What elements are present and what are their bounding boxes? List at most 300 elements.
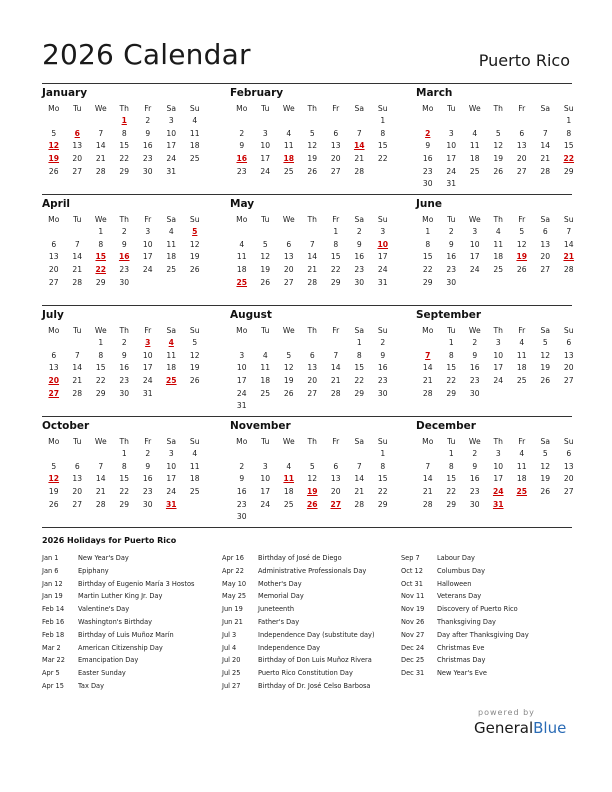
holiday-day-cell: 12 xyxy=(48,474,60,484)
day-cell: 3 xyxy=(262,128,268,138)
day-cell: 10 xyxy=(166,128,177,138)
day-cell: 6 xyxy=(51,239,57,249)
day-cell: 12 xyxy=(493,141,504,151)
holiday-day-cell: 11 xyxy=(283,474,295,484)
day-cell: 20 xyxy=(330,154,341,164)
month-name: November xyxy=(230,420,291,432)
day-cell: 28 xyxy=(354,499,365,509)
day-cell: 29 xyxy=(119,499,130,509)
day-cell: 20 xyxy=(72,154,83,164)
month-name: July xyxy=(42,309,64,321)
day-cell: 25 xyxy=(189,154,200,164)
holiday-day-cell: 19 xyxy=(48,154,60,164)
day-cell: 1 xyxy=(356,338,362,347)
month-september xyxy=(416,306,574,400)
empty-cell xyxy=(301,337,325,350)
weekday-header: Mo xyxy=(422,326,434,335)
day-cell: 24 xyxy=(377,265,388,275)
day-cell: 21 xyxy=(354,487,365,497)
day-cell: 6 xyxy=(566,338,572,347)
day-cell: 3 xyxy=(472,227,478,236)
weekday-header: Mo xyxy=(422,104,434,113)
day-cell: 24 xyxy=(469,265,480,275)
holiday-item xyxy=(222,629,375,642)
weekday-header: We xyxy=(468,215,481,224)
day-cell: 13 xyxy=(330,474,341,484)
day-cell: 7 xyxy=(356,128,362,138)
month-december xyxy=(416,417,574,511)
day-cell: 28 xyxy=(422,388,433,398)
empty-cell xyxy=(230,337,254,350)
day-cell: 21 xyxy=(330,376,341,386)
day-cell: 8 xyxy=(448,350,454,360)
day-cell: 30 xyxy=(377,388,388,398)
day-cell: 9 xyxy=(145,128,151,138)
day-cell: 30 xyxy=(142,166,153,176)
weekday-header: Th xyxy=(307,215,317,224)
month-name: December xyxy=(416,420,476,432)
holiday-day-cell: 22 xyxy=(563,154,575,164)
day-cell: 18 xyxy=(189,474,200,484)
day-cell: 1 xyxy=(380,449,386,458)
day-cell: 20 xyxy=(516,154,527,164)
month-august xyxy=(230,306,388,413)
day-cell: 27 xyxy=(563,487,574,497)
day-cell: 22 xyxy=(446,376,457,386)
day-cell: 15 xyxy=(446,363,457,373)
holiday-item xyxy=(222,603,375,616)
day-cell: 23 xyxy=(446,265,457,275)
day-cell: 15 xyxy=(377,141,388,151)
day-cell: 11 xyxy=(189,128,200,138)
weekday-header: Fr xyxy=(144,326,152,335)
holiday-day-cell: 16 xyxy=(236,154,248,164)
month-row xyxy=(42,416,572,528)
weekday-header: Tu xyxy=(447,215,456,224)
day-cell: 11 xyxy=(516,461,527,471)
day-cell: 17 xyxy=(493,474,504,484)
holiday-item xyxy=(222,565,375,578)
day-cell: 23 xyxy=(142,487,153,497)
weekday-header: Sa xyxy=(354,437,364,446)
holiday-name: Father's Day xyxy=(258,617,300,626)
day-cell: 6 xyxy=(566,449,572,458)
holiday-name: Tax Day xyxy=(78,681,104,690)
day-cell: 9 xyxy=(121,239,127,249)
day-cell: 19 xyxy=(189,363,200,373)
day-cell: 16 xyxy=(469,474,480,484)
day-cell: 18 xyxy=(493,252,504,262)
empty-cell xyxy=(277,226,301,239)
holidays-title: 2026 Holidays for Puerto Rico xyxy=(42,536,177,545)
day-cell: 9 xyxy=(425,141,431,151)
day-cell: 22 xyxy=(354,376,365,386)
day-cell: 21 xyxy=(540,154,551,164)
weekday-header: Th xyxy=(119,326,129,335)
day-cell: 21 xyxy=(422,376,433,386)
holiday-date: Mar 22 xyxy=(42,656,65,665)
day-cell: 16 xyxy=(354,252,365,262)
holiday-item xyxy=(222,578,375,591)
weekday-header: Su xyxy=(189,326,200,335)
day-cell: 11 xyxy=(260,363,271,373)
day-cell: 6 xyxy=(333,128,339,138)
holiday-item xyxy=(42,680,194,693)
day-cell: 27 xyxy=(563,376,574,386)
day-cell: 20 xyxy=(48,265,59,275)
day-cell: 2 xyxy=(121,227,127,236)
day-cell: 4 xyxy=(168,227,174,236)
holiday-day-cell: 19 xyxy=(306,487,318,497)
day-cell: 10 xyxy=(142,350,153,360)
day-cell: 28 xyxy=(540,166,551,176)
day-cell: 3 xyxy=(168,449,174,458)
day-cell: 20 xyxy=(563,474,574,484)
day-cell: 4 xyxy=(472,128,478,138)
month-days-grid xyxy=(42,102,200,178)
day-cell: 25 xyxy=(283,499,294,509)
day-cell: 13 xyxy=(48,252,59,262)
empty-cell xyxy=(301,448,325,461)
generalblue-logo[interactable] xyxy=(474,719,566,737)
day-cell: 13 xyxy=(72,474,83,484)
weekday-header: Sa xyxy=(540,437,550,446)
day-cell: 5 xyxy=(286,350,292,360)
holiday-column-3 xyxy=(401,552,529,680)
day-cell: 1 xyxy=(425,227,431,236)
day-cell: 8 xyxy=(380,461,386,471)
weekday-header: Mo xyxy=(422,437,434,446)
day-cell: 5 xyxy=(495,128,501,138)
day-cell: 7 xyxy=(98,461,104,471)
day-cell: 17 xyxy=(260,487,271,497)
day-cell: 26 xyxy=(516,265,527,275)
day-cell: 22 xyxy=(377,487,388,497)
day-cell: 7 xyxy=(309,239,315,249)
day-cell: 26 xyxy=(48,166,59,176)
holiday-item xyxy=(222,680,375,693)
day-cell: 8 xyxy=(98,239,104,249)
weekday-header: We xyxy=(468,437,481,446)
holiday-name: Christmas Day xyxy=(437,656,486,665)
day-cell: 13 xyxy=(540,239,551,249)
month-november xyxy=(230,417,388,524)
day-cell: 6 xyxy=(333,461,339,471)
weekday-header: We xyxy=(468,104,481,113)
holiday-date: Jan 6 xyxy=(42,566,59,575)
day-cell: 27 xyxy=(307,388,318,398)
day-cell: 21 xyxy=(72,265,83,275)
empty-cell xyxy=(230,226,254,239)
day-cell: 11 xyxy=(189,461,200,471)
day-cell: 31 xyxy=(446,179,457,189)
weekday-header: Fr xyxy=(518,215,526,224)
holiday-date: Nov 27 xyxy=(401,630,425,639)
day-cell: 14 xyxy=(307,252,318,262)
empty-cell xyxy=(416,448,440,461)
day-cell: 2 xyxy=(448,227,454,236)
day-cell: 4 xyxy=(192,116,198,125)
holiday-name: Thanksgiving Day xyxy=(437,617,496,626)
day-cell: 23 xyxy=(119,376,130,386)
day-cell: 26 xyxy=(189,265,200,275)
holiday-item xyxy=(222,590,375,603)
month-june xyxy=(416,195,575,289)
day-cell: 29 xyxy=(446,388,457,398)
holiday-name: Puerto Rico Constitution Day xyxy=(258,669,353,678)
month-april xyxy=(42,195,200,289)
weekday-header: We xyxy=(282,326,295,335)
month-name: April xyxy=(42,198,71,210)
day-cell: 2 xyxy=(145,116,151,125)
day-cell: 11 xyxy=(236,252,247,262)
day-cell: 2 xyxy=(145,449,151,458)
holiday-item xyxy=(401,654,529,667)
holiday-day-cell: 18 xyxy=(283,154,295,164)
day-cell: 13 xyxy=(563,461,574,471)
day-cell: 23 xyxy=(469,376,480,386)
day-cell: 1 xyxy=(98,338,104,347)
weekday-header: Th xyxy=(493,215,503,224)
month-name: February xyxy=(230,87,284,99)
holiday-name: Labour Day xyxy=(437,554,475,562)
empty-cell xyxy=(301,115,325,128)
month-name: May xyxy=(230,198,255,210)
day-cell: 6 xyxy=(74,461,80,471)
weekday-header: We xyxy=(468,326,481,335)
empty-cell xyxy=(416,115,440,128)
empty-cell xyxy=(89,115,113,128)
weekday-header: Sa xyxy=(166,437,176,446)
holiday-day-cell: 25 xyxy=(236,277,248,287)
holiday-day-cell: 19 xyxy=(516,252,528,262)
day-cell: 28 xyxy=(72,388,83,398)
day-cell: 22 xyxy=(330,265,341,275)
day-cell: 4 xyxy=(239,239,245,249)
day-cell: 26 xyxy=(189,376,200,386)
day-cell: 14 xyxy=(422,363,433,373)
month-row xyxy=(42,83,575,194)
day-cell: 24 xyxy=(142,376,153,386)
day-cell: 13 xyxy=(563,350,574,360)
day-cell: 19 xyxy=(48,487,59,497)
month-name: October xyxy=(42,420,90,432)
day-cell: 29 xyxy=(330,277,341,287)
day-cell: 15 xyxy=(563,141,574,151)
holiday-name: Valentine's Day xyxy=(78,605,130,614)
empty-cell xyxy=(463,115,487,128)
holiday-day-cell: 26 xyxy=(306,499,318,509)
day-cell: 15 xyxy=(95,363,106,373)
day-cell: 26 xyxy=(307,166,318,176)
day-cell: 26 xyxy=(283,388,294,398)
day-cell: 28 xyxy=(354,166,365,176)
day-cell: 23 xyxy=(469,487,480,497)
brand-blue: Blue xyxy=(533,719,567,737)
weekday-header: Su xyxy=(189,215,200,224)
day-cell: 16 xyxy=(377,363,388,373)
day-cell: 30 xyxy=(469,499,480,509)
day-cell: 17 xyxy=(166,474,177,484)
holiday-day-cell: 12 xyxy=(48,141,60,151)
weekday-header: Tu xyxy=(73,437,82,446)
weekday-header: Mo xyxy=(48,104,60,113)
day-cell: 15 xyxy=(354,363,365,373)
day-cell: 24 xyxy=(236,388,247,398)
empty-cell xyxy=(89,448,113,461)
weekday-header: Th xyxy=(307,326,317,335)
powered-by-text: powered by xyxy=(478,708,535,717)
day-cell: 26 xyxy=(48,499,59,509)
month-may xyxy=(230,195,389,289)
day-cell: 20 xyxy=(540,252,551,262)
day-cell: 19 xyxy=(540,474,551,484)
empty-cell xyxy=(66,448,90,461)
empty-cell xyxy=(254,115,278,128)
day-cell: 4 xyxy=(495,227,501,236)
holiday-name: Halloween xyxy=(437,579,472,588)
day-cell: 19 xyxy=(189,252,200,262)
day-cell: 24 xyxy=(446,166,457,176)
holiday-item xyxy=(401,667,529,680)
weekday-header: Tu xyxy=(261,104,270,113)
weekday-header: Fr xyxy=(332,437,340,446)
day-cell: 13 xyxy=(72,141,83,151)
month-days-grid xyxy=(416,213,575,289)
day-cell: 12 xyxy=(540,350,551,360)
day-cell: 1 xyxy=(566,116,572,125)
day-cell: 10 xyxy=(260,474,271,484)
day-cell: 29 xyxy=(563,166,574,176)
holiday-date: Jul 3 xyxy=(222,630,237,639)
weekday-header: Mo xyxy=(236,104,248,113)
empty-cell xyxy=(440,115,464,128)
month-days-grid xyxy=(42,213,200,289)
month-name: September xyxy=(416,309,482,321)
day-cell: 10 xyxy=(166,461,177,471)
day-cell: 16 xyxy=(422,154,433,164)
day-cell: 23 xyxy=(119,265,130,275)
weekday-header: Tu xyxy=(261,326,270,335)
day-cell: 4 xyxy=(262,350,268,360)
day-cell: 19 xyxy=(540,363,551,373)
weekday-header: Su xyxy=(377,326,388,335)
month-july xyxy=(42,306,200,400)
day-cell: 15 xyxy=(119,474,130,484)
day-cell: 24 xyxy=(142,265,153,275)
holiday-day-cell: 16 xyxy=(118,252,130,262)
day-cell: 31 xyxy=(236,401,247,411)
empty-cell xyxy=(348,115,372,128)
day-cell: 9 xyxy=(472,461,478,471)
holiday-name: Birthday of Eugenio María 3 Hostos xyxy=(78,579,195,588)
day-cell: 15 xyxy=(422,252,433,262)
holiday-date: Jul 25 xyxy=(222,669,241,678)
holiday-column-1 xyxy=(42,552,194,693)
holiday-day-cell: 2 xyxy=(425,128,431,138)
day-cell: 9 xyxy=(356,239,362,249)
day-cell: 28 xyxy=(72,277,83,287)
weekday-header: We xyxy=(282,215,295,224)
holiday-day-cell: 31 xyxy=(492,499,504,509)
weekday-header: We xyxy=(94,326,107,335)
empty-cell xyxy=(230,115,254,128)
holiday-item xyxy=(42,603,194,616)
holiday-date: Jun 19 xyxy=(222,605,243,614)
day-cell: 26 xyxy=(493,166,504,176)
day-cell: 5 xyxy=(262,239,268,249)
holiday-date: Jul 27 xyxy=(222,681,241,690)
day-cell: 16 xyxy=(446,252,457,262)
day-cell: 12 xyxy=(283,363,294,373)
weekday-header: Tu xyxy=(447,104,456,113)
holiday-date: Nov 26 xyxy=(401,617,425,626)
month-days-grid xyxy=(42,324,200,400)
weekday-header: Mo xyxy=(48,437,60,446)
day-cell: 16 xyxy=(236,487,247,497)
day-cell: 22 xyxy=(119,487,130,497)
day-cell: 7 xyxy=(542,128,548,138)
day-cell: 5 xyxy=(542,449,548,458)
day-cell: 26 xyxy=(540,487,551,497)
day-cell: 27 xyxy=(330,166,341,176)
day-cell: 12 xyxy=(516,239,527,249)
weekday-header: Fr xyxy=(144,437,152,446)
day-cell: 8 xyxy=(121,128,127,138)
day-cell: 19 xyxy=(283,376,294,386)
empty-cell xyxy=(42,337,66,350)
day-cell: 5 xyxy=(51,461,57,471)
holiday-day-cell: 5 xyxy=(192,227,198,236)
holiday-day-cell: 22 xyxy=(95,265,107,275)
weekday-header: Su xyxy=(189,104,200,113)
day-cell: 24 xyxy=(166,487,177,497)
weekday-header: Sa xyxy=(354,326,364,335)
day-cell: 27 xyxy=(48,277,59,287)
holiday-day-cell: 27 xyxy=(330,499,342,509)
empty-cell xyxy=(348,448,372,461)
weekday-header: Th xyxy=(307,437,317,446)
day-cell: 27 xyxy=(283,277,294,287)
holiday-day-cell: 3 xyxy=(145,338,151,347)
holiday-date: Sep 7 xyxy=(401,554,420,562)
day-cell: 24 xyxy=(260,166,271,176)
day-cell: 5 xyxy=(51,128,57,138)
day-cell: 24 xyxy=(166,154,177,164)
day-cell: 13 xyxy=(330,141,341,151)
holiday-name: Independence Day xyxy=(258,643,321,652)
weekday-header: Tu xyxy=(261,215,270,224)
weekday-header: We xyxy=(282,104,295,113)
day-cell: 7 xyxy=(333,350,339,360)
day-cell: 2 xyxy=(472,338,478,347)
day-cell: 11 xyxy=(516,350,527,360)
holiday-name: Birthday of Luis Muñoz Marín xyxy=(78,630,174,639)
day-cell: 20 xyxy=(330,487,341,497)
day-cell: 16 xyxy=(142,141,153,151)
day-cell: 9 xyxy=(239,474,245,484)
holiday-day-cell: 14 xyxy=(353,141,365,151)
holiday-item xyxy=(401,616,529,629)
weekday-header: Mo xyxy=(236,437,248,446)
day-cell: 16 xyxy=(469,363,480,373)
holiday-item xyxy=(401,578,529,591)
holiday-date: Nov 19 xyxy=(401,605,425,614)
day-cell: 21 xyxy=(354,154,365,164)
holiday-item xyxy=(42,578,194,591)
month-row xyxy=(42,305,572,416)
day-cell: 10 xyxy=(236,363,247,373)
